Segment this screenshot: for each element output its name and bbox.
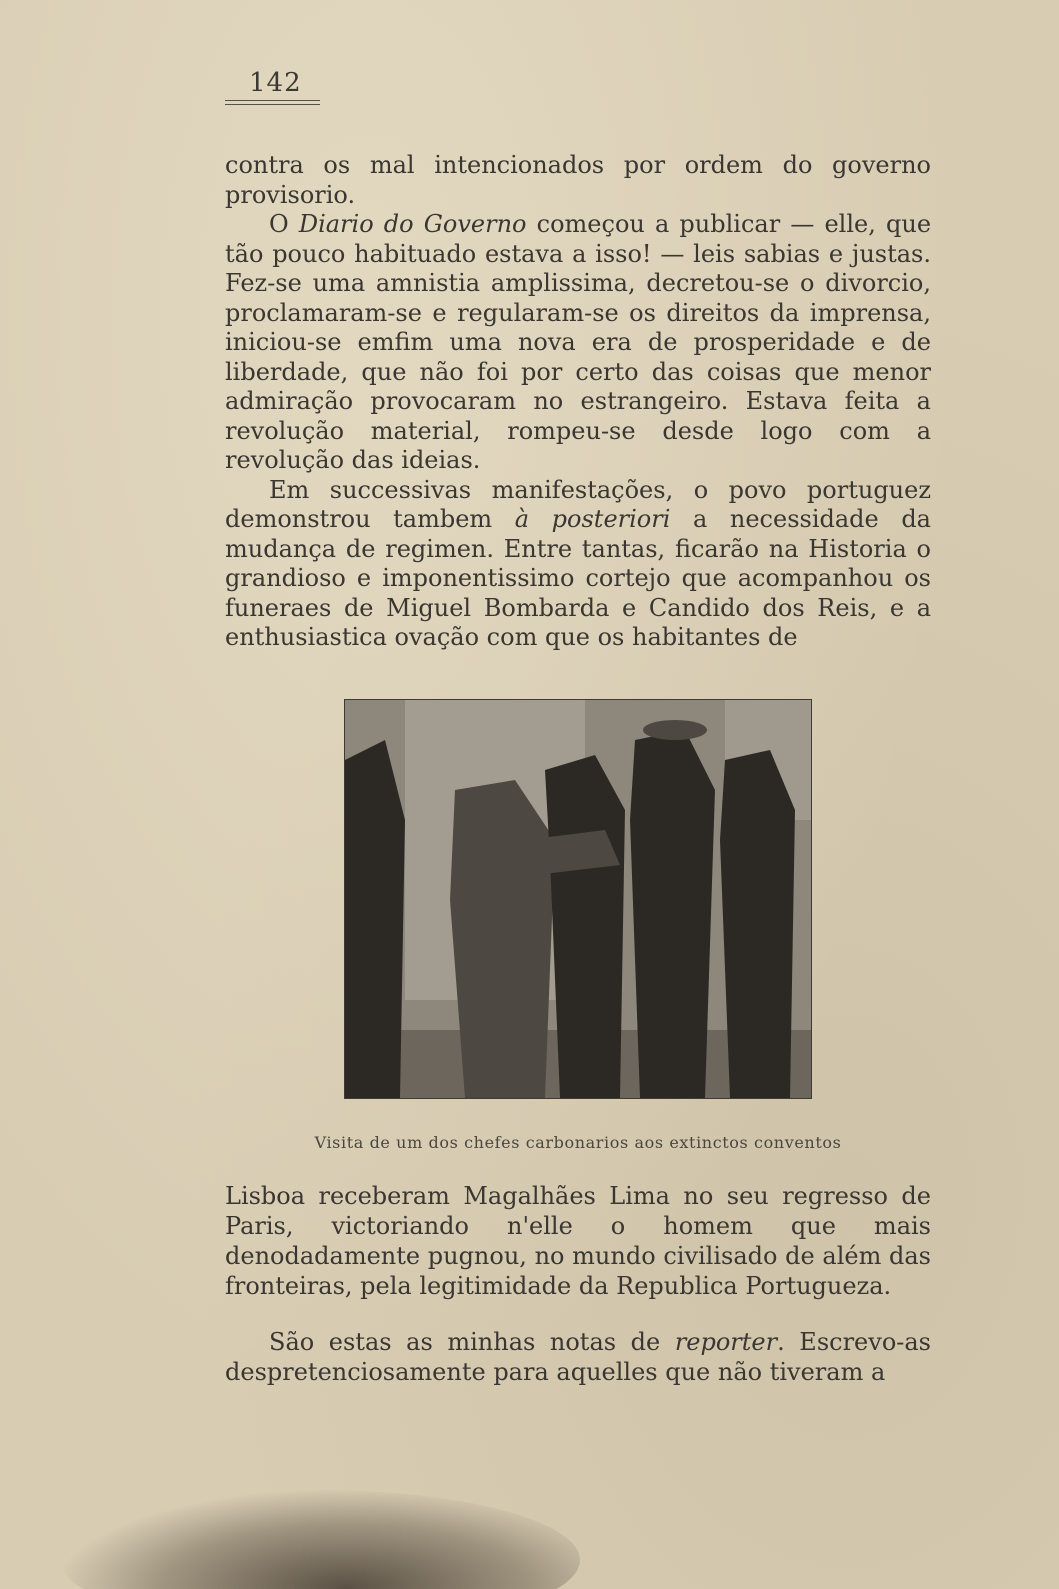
italic-text: reporter <box>674 1328 778 1356</box>
paragraph <box>225 210 931 476</box>
body-text-top <box>225 151 931 653</box>
photo-figure-left <box>345 740 405 1098</box>
photo-illustration <box>345 700 811 1098</box>
page-stain <box>60 1490 580 1589</box>
page-number-rule-second <box>225 104 320 105</box>
paragraph <box>225 476 931 653</box>
page-number-rule <box>225 100 320 101</box>
photo-figure-right <box>720 750 795 1098</box>
text-run: O <box>269 210 299 238</box>
text-run: a necessidade da mudança de regimen. Entre tantas, ficarão na Historia o grandioso e imponentissimo cortejo que acompanhou os funeraes de Miguel Bombarda e Candido dos Reis, e a enthusiastica ovação com que os habitantes de <box>225 505 931 651</box>
photo-figure-hat <box>630 730 715 1098</box>
body-text-bottom <box>225 1181 931 1387</box>
halftone-photograph <box>344 699 812 1099</box>
photo-caption: Visita de um dos chefes carbonarios aos extinctos conventos <box>314 1133 842 1152</box>
paragraph <box>225 1327 931 1387</box>
paragraph <box>225 151 931 210</box>
photo-hat <box>643 720 707 740</box>
italic-text: Diario do Governo <box>298 210 527 238</box>
text-run: contra os mal intencionados por ordem do governo provisorio. <box>225 151 931 209</box>
paragraph <box>225 1181 931 1301</box>
text-run: Em successivas manifestações, o povo portuguez demonstrou tambem <box>225 475 931 533</box>
italic-text: à posteriori <box>514 505 671 533</box>
text-run: Lisboa receberam Magalhães Lima no seu regresso de Paris, victoriando n'elle o homem que mais denodadamente pugnou, no mundo civilisado de além das fronteiras, pela legitimidade da Republica Portugueza. <box>225 1182 931 1300</box>
photo-figure-center-left <box>450 780 555 1098</box>
text-run: . Escrevo-as despretenciosamente para aquelles que não tiveram a <box>225 1328 931 1386</box>
page-number: 142 <box>249 68 302 98</box>
text-run: começou a publicar — elle, que tão pouco habituado estava a isso! — leis sabias e justas. Fez-se uma amnistia amplissima, decretou-se o divorcio, proclamaram-se e regularam-se os direitos da imprensa, iniciou-se emfim uma nova era de prosperidade e de liberdade, que não foi por certo das coisas que menor admiração provocaram no estrangeiro. Estava feita a revolução material, rompeu-se desde logo com a revolução das ideias. <box>225 210 932 474</box>
text-run: São estas as minhas notas de <box>269 1328 675 1356</box>
